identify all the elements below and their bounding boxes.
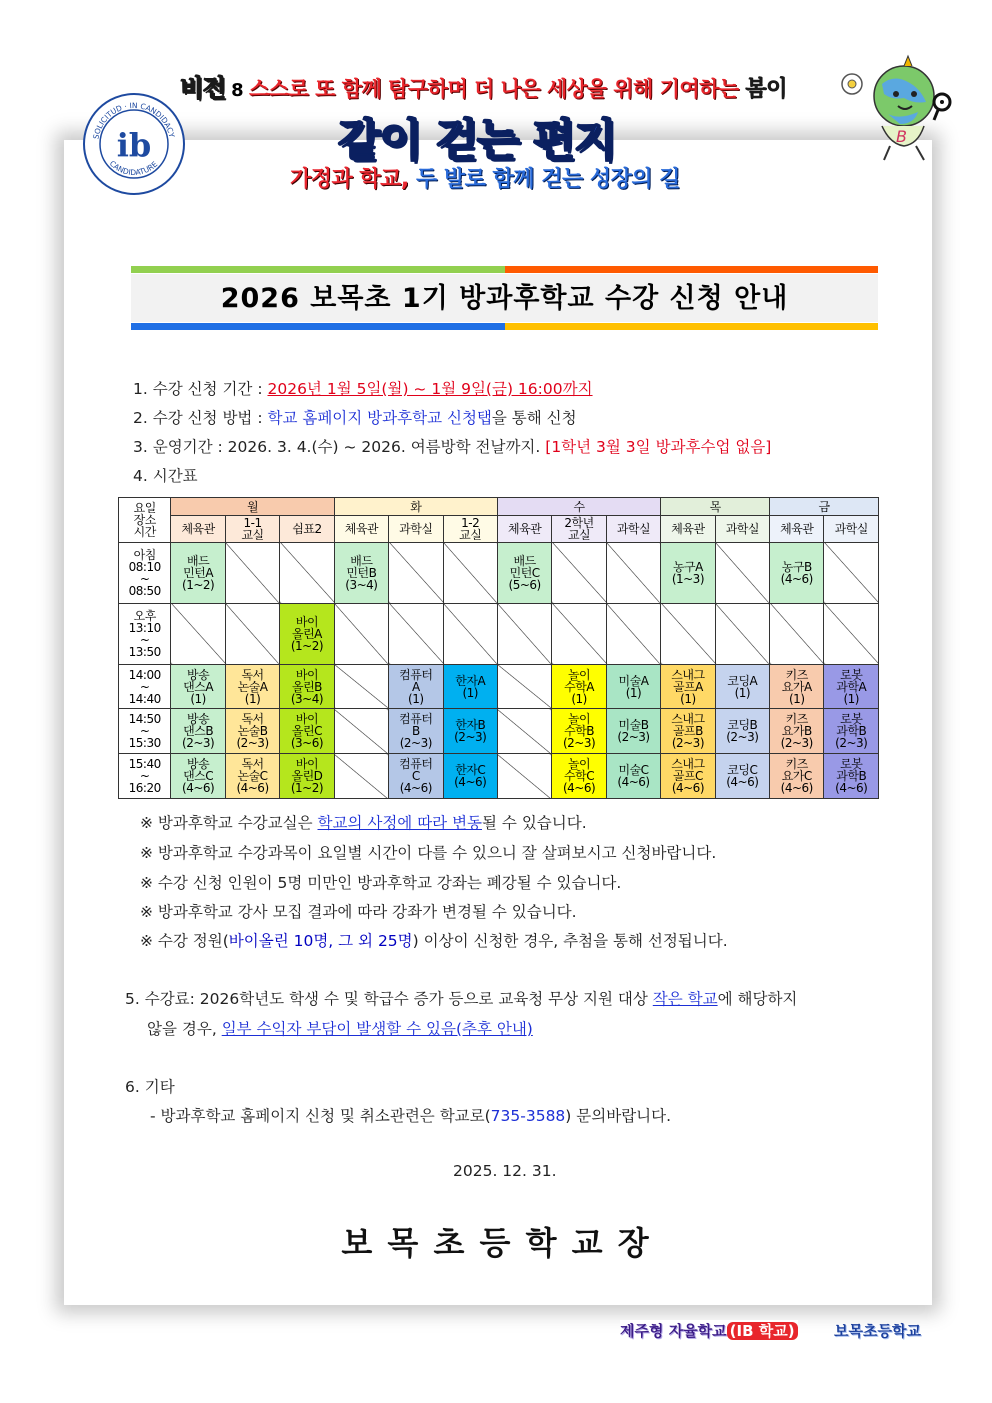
- timetable-empty-cell: [334, 709, 388, 754]
- timetable-room-header: 과학실: [715, 516, 769, 542]
- document-date: 2025. 12. 31.: [453, 1162, 557, 1180]
- timetable-class-cell: 바이 올린B (3~4): [280, 664, 334, 709]
- timetable-class-cell: 방송 댄스A (1): [171, 664, 225, 709]
- timetable-class-cell: 스내그 골프B (2~3): [661, 709, 715, 754]
- timetable-class-cell: 코딩C (4~6): [715, 754, 769, 799]
- note-schedule-check: ※ 방과후학교 수강과목이 요일별 시간이 다를 수 있으니 잘 살펴보시고 신청바랍니다.: [140, 844, 717, 862]
- ib-logo-top-text: SOLICITUD · IN CANDIDACY: [91, 100, 177, 140]
- timetable-room-header: 체육관: [661, 516, 715, 542]
- timetable-class-cell: 독서 논술B (2~3): [225, 709, 279, 754]
- timetable-empty-cell: [770, 603, 824, 664]
- timetable-class-cell: 로봇 과학B (2~3): [824, 709, 879, 754]
- timetable-empty-cell: [497, 754, 551, 799]
- timetable-empty-cell: [606, 542, 660, 603]
- timetable-empty-cell: [443, 542, 497, 603]
- timetable-empty-cell: [389, 542, 443, 603]
- timetable-empty-cell: [389, 603, 443, 664]
- item-fee-line1: 5. 수강료: 2026학년도 학생 수 및 학급수 증가 등으로 교육청 무상 지원 대상 작은 학교에 해당하지: [125, 990, 798, 1008]
- timetable-class-cell: 바이 올린C (3~6): [280, 709, 334, 754]
- timetable-class-cell: 로봇 과학A (1): [824, 664, 879, 709]
- timetable-class-cell: 독서 논술A (1): [225, 664, 279, 709]
- timetable-class-cell: 농구A (1~3): [661, 542, 715, 603]
- timetable-corner-header: 요일 장소 시간: [119, 498, 171, 543]
- timetable-time-slot: 오후 13:10 ~ 13:50: [119, 603, 171, 664]
- item-timetable-heading: 4. 시간표: [133, 467, 198, 485]
- timetable-empty-cell: [552, 542, 606, 603]
- timetable-class-cell: 배드 민턴C (5~6): [497, 542, 551, 603]
- timetable-room-header: 체육관: [334, 516, 388, 542]
- timetable-room-header: 1-2 교실: [443, 516, 497, 542]
- timetable-empty-cell: [497, 603, 551, 664]
- timetable-empty-cell: [606, 603, 660, 664]
- timetable-class-cell: 바이 올린D (1~2): [280, 754, 334, 799]
- item-application-method: 2. 수강 신청 방법 : 학교 홈페이지 방과후학교 신청탭을 통해 신청: [133, 409, 577, 427]
- timetable-class-cell: 방송 댄스B (2~3): [171, 709, 225, 754]
- timetable-empty-cell: [334, 603, 388, 664]
- timetable-class-cell: 로봇 과학B (4~6): [824, 754, 879, 799]
- timetable-room-header: 쉼표2: [280, 516, 334, 542]
- timetable-class-cell: 미술A (1): [606, 664, 660, 709]
- timetable-empty-cell: [225, 603, 279, 664]
- document-title: 2026 보목초 1기 방과후학교 수강 신청 안내: [131, 274, 878, 322]
- timetable-empty-cell: [225, 542, 279, 603]
- timetable-empty-cell: [171, 603, 225, 664]
- vision-banner: 비전 8 스스로 또 함께 탐구하며 더 나은 세상을 위해 기여하는 봄이: [180, 74, 788, 102]
- timetable-class-cell: 배드 민턴B (3~4): [334, 542, 388, 603]
- timetable-class-cell: 컴퓨터 C (4~6): [389, 754, 443, 799]
- timetable-class-cell: 바이 올린A (1~2): [280, 603, 334, 664]
- note-instructor-change: ※ 방과후학교 강사 모집 결과에 따라 강좌가 변경될 수 있습니다.: [140, 903, 577, 921]
- timetable-class-cell: 독서 논술C (4~6): [225, 754, 279, 799]
- timetable-day-header: 월: [171, 498, 334, 516]
- timetable-empty-cell: [443, 603, 497, 664]
- timetable-day-header: 금: [770, 498, 879, 516]
- timetable-class-cell: 키즈 요가C (4~6): [770, 754, 824, 799]
- timetable-class-cell: 미술B (2~3): [606, 709, 660, 754]
- timetable-time-slot: 15:40 ~ 16:20: [119, 754, 171, 799]
- vision-label: 비전: [180, 74, 226, 102]
- timetable-room-header: 과학실: [389, 516, 443, 542]
- timetable-class-cell: 배드 민턴A (1~2): [171, 542, 225, 603]
- footer-autonomous-school: 제주형 자율학교 (IB 학교): [620, 1320, 798, 1341]
- ib-logo-bottom-text: CANDIDATURE: [107, 158, 160, 178]
- timetable-empty-cell: [661, 603, 715, 664]
- principal-signature: 보 목 초 등 학 교 장: [341, 1224, 651, 1262]
- timetable-class-cell: 키즈 요가B (2~3): [770, 709, 824, 754]
- timetable-empty-cell: [715, 603, 769, 664]
- letter-subtitle: [290, 162, 680, 193]
- timetable-class-cell: 컴퓨터 A (1): [389, 664, 443, 709]
- timetable-empty-cell: [334, 754, 388, 799]
- letter-subtitle-b: 두 발로 함께 걷는 성장의 길: [415, 167, 681, 192]
- timetable-empty-cell: [497, 664, 551, 709]
- note-lottery: ※ 수강 정원(바이올린 10명, 그 외 25명) 이상이 신청한 경우, 추첨을 통해 선정됩니다.: [140, 932, 728, 950]
- application-method-value: 학교 홈페이지 방과후학교 신청탭: [267, 409, 492, 427]
- item-etc-contact: - 방과후학교 홈페이지 신청 및 취소관련은 학교로(735-3588) 문의바랍니다.: [150, 1107, 672, 1125]
- timetable-class-cell: 놀이 수학C (4~6): [552, 754, 606, 799]
- vision-mascot-name: 봄이: [745, 77, 788, 102]
- timetable-empty-cell: [552, 603, 606, 664]
- timetable-room-header: 과학실: [824, 516, 879, 542]
- timetable-empty-cell: [824, 603, 879, 664]
- item-fee-line2: 않을 경우, 일부 수익자 부담이 발생할 수 있음(추후 안내): [147, 1020, 533, 1038]
- timetable-room-header: 2학년 교실: [552, 516, 606, 542]
- timetable-class-cell: 한자B (2~3): [443, 709, 497, 754]
- timetable-class-cell: 한자C (4~6): [443, 754, 497, 799]
- timetable-room-header: 과학실: [606, 516, 660, 542]
- timetable-class-cell: 한자A (1): [443, 664, 497, 709]
- vision-text: 스스로 또 함께 탐구하며 더 나은 세상을 위해 기여하는: [248, 77, 739, 101]
- school-phone: 735-3588: [490, 1107, 566, 1125]
- ib-candidacy-logo: [82, 92, 186, 196]
- letter-subtitle-a: 가정과 학교,: [290, 167, 409, 192]
- svg-text:B: B: [896, 127, 907, 146]
- timetable-day-header: 목: [661, 498, 770, 516]
- timetable-class-cell: 놀이 수학A (1): [552, 664, 606, 709]
- item-etc-title: 6. 기타: [125, 1078, 175, 1096]
- timetable-class-cell: 방송 댄스C (4~6): [171, 754, 225, 799]
- ib-logo-mark: ib: [116, 126, 152, 164]
- timetable-class-cell: 놀이 수학B (2~3): [552, 709, 606, 754]
- application-period-value: 2026년 1월 5일(월) ~ 1월 9일(금) 16:00까지: [267, 380, 593, 398]
- timetable-empty-cell: [824, 542, 879, 603]
- timetable-room-header: 체육관: [770, 516, 824, 542]
- timetable-time-slot: 14:50 ~ 15:30: [119, 709, 171, 754]
- timetable-empty-cell: [334, 664, 388, 709]
- item-operation-period: 3. 운영기간 : 2026. 3. 4.(수) ~ 2026. 여름방학 전날까지. [1학년 3월 3일 방과후수업 없음]: [133, 438, 772, 456]
- timetable-class-cell: 키즈 요가A (1): [770, 664, 824, 709]
- timetable-empty-cell: [280, 542, 334, 603]
- timetable-room-header: 체육관: [171, 516, 225, 542]
- note-minimum-enrollment: ※ 수강 신청 인원이 5명 미만인 방과후학교 강좌는 폐강될 수 있습니다.: [140, 874, 622, 892]
- timetable: [118, 497, 879, 799]
- timetable-empty-cell: [497, 709, 551, 754]
- timetable-empty-cell: [715, 542, 769, 603]
- timetable-class-cell: 코딩B (2~3): [715, 709, 769, 754]
- timetable-day-header: 수: [497, 498, 660, 516]
- timetable-class-cell: 코딩A (1): [715, 664, 769, 709]
- footer-school-name: 보목초등학교: [834, 1322, 921, 1340]
- item-application-period: 1. 수강 신청 기간 : 2026년 1월 5일(월) ~ 1월 9일(금) 16:00까지: [133, 380, 593, 398]
- timetable-day-header: 화: [334, 498, 497, 516]
- timetable-room-header: 체육관: [497, 516, 551, 542]
- timetable-room-header: 1-1 교실: [225, 516, 279, 542]
- timetable-class-cell: 스내그 골프A (1): [661, 664, 715, 709]
- timetable-class-cell: 컴퓨터 B (2~3): [389, 709, 443, 754]
- mascot-bomi-icon: [834, 54, 954, 164]
- timetable-class-cell: 미술C (4~6): [606, 754, 660, 799]
- timetable-class-cell: 스내그 골프C (4~6): [661, 754, 715, 799]
- timetable-time-slot: 아침 08:10 ~ 08:50: [119, 542, 171, 603]
- letter-title: 같이 걷는 편지: [338, 115, 616, 166]
- operation-period-note: [1학년 3월 3일 방과후수업 없음]: [545, 438, 772, 456]
- note-classroom-change: ※ 방과후학교 수강교실은 학교의 사정에 따라 변동될 수 있습니다.: [140, 814, 587, 832]
- timetable-class-cell: 농구B (4~6): [770, 542, 824, 603]
- timetable-time-slot: 14:00 ~ 14:40: [119, 664, 171, 709]
